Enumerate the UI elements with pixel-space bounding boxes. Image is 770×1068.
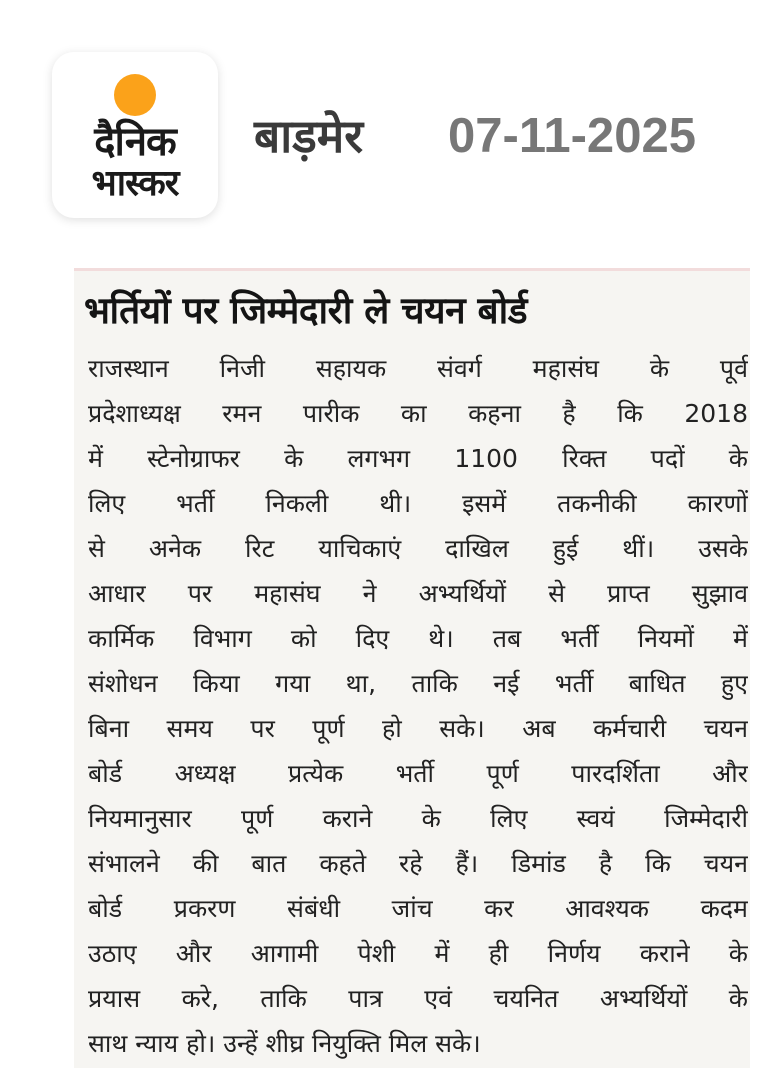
article-line: आधार पर महासंघ ने अभ्यर्थियों से प्राप्त सुझाव [88,579,748,608]
edition-city: बाड़मेर [254,109,364,163]
edition-date: 07-11-2025 [448,109,696,163]
article-headline: भर्तियों पर जिम्मेदारी ले चयन बोर्ड [84,289,528,332]
article-line: प्रयास करे, ताकि पात्र एवं चयनित अभ्यर्थियों के [88,984,748,1013]
logo-text-dainik: दैनिक [94,119,176,165]
article-line: बिना समय पर पूर्ण हो सके। अब कर्मचारी चयन [88,714,748,743]
article-line: बोर्ड प्रकरण संबंधी जांच कर आवश्यक कदम [88,894,748,923]
article-line: प्रदेशाध्यक्ष रमन पारीक का कहना है कि 2018 [88,399,748,428]
sun-icon [114,74,156,116]
dainik-bhaskar-logo [52,52,218,218]
article-line: उठाए और आगामी पेशी में ही निर्णय कराने के [88,939,748,968]
clipping-top-rule [74,268,750,271]
article-line: संभालने की बात कहते रहे हैं। डिमांड है कि चयन [88,849,748,878]
article-line: लिए भर्ती निकली थी। इसमें तकनीकी कारणों [88,489,748,518]
article-line: नियमानुसार पूर्ण कराने के लिए स्वयं जिम्मेदारी [88,804,748,833]
article-line: बोर्ड अध्यक्ष प्रत्येक भर्ती पूर्ण पारदर्शिता और [88,759,748,788]
article-line: से अनेक रिट याचिकाएं दाखिल हुई थीं। उसके [88,534,748,563]
article-line: में स्टेनोग्राफर के लगभग 1100 रिक्त पदों के [88,444,748,473]
article-line: कार्मिक विभाग को दिए थे। तब भर्ती नियमों में [88,624,748,653]
article-line: साथ न्याय हो। उन्हें शीघ्र नियुक्ति मिल सके। [88,1029,481,1058]
article-line: संशोधन किया गया था, ताकि नई भर्ती बाधित हुए [88,669,748,698]
logo-text-bhaskar: भास्कर [91,163,179,204]
article-line: राजस्थान निजी सहायक संवर्ग महासंघ के पूर्व [88,354,748,383]
article-body [88,346,748,1066]
